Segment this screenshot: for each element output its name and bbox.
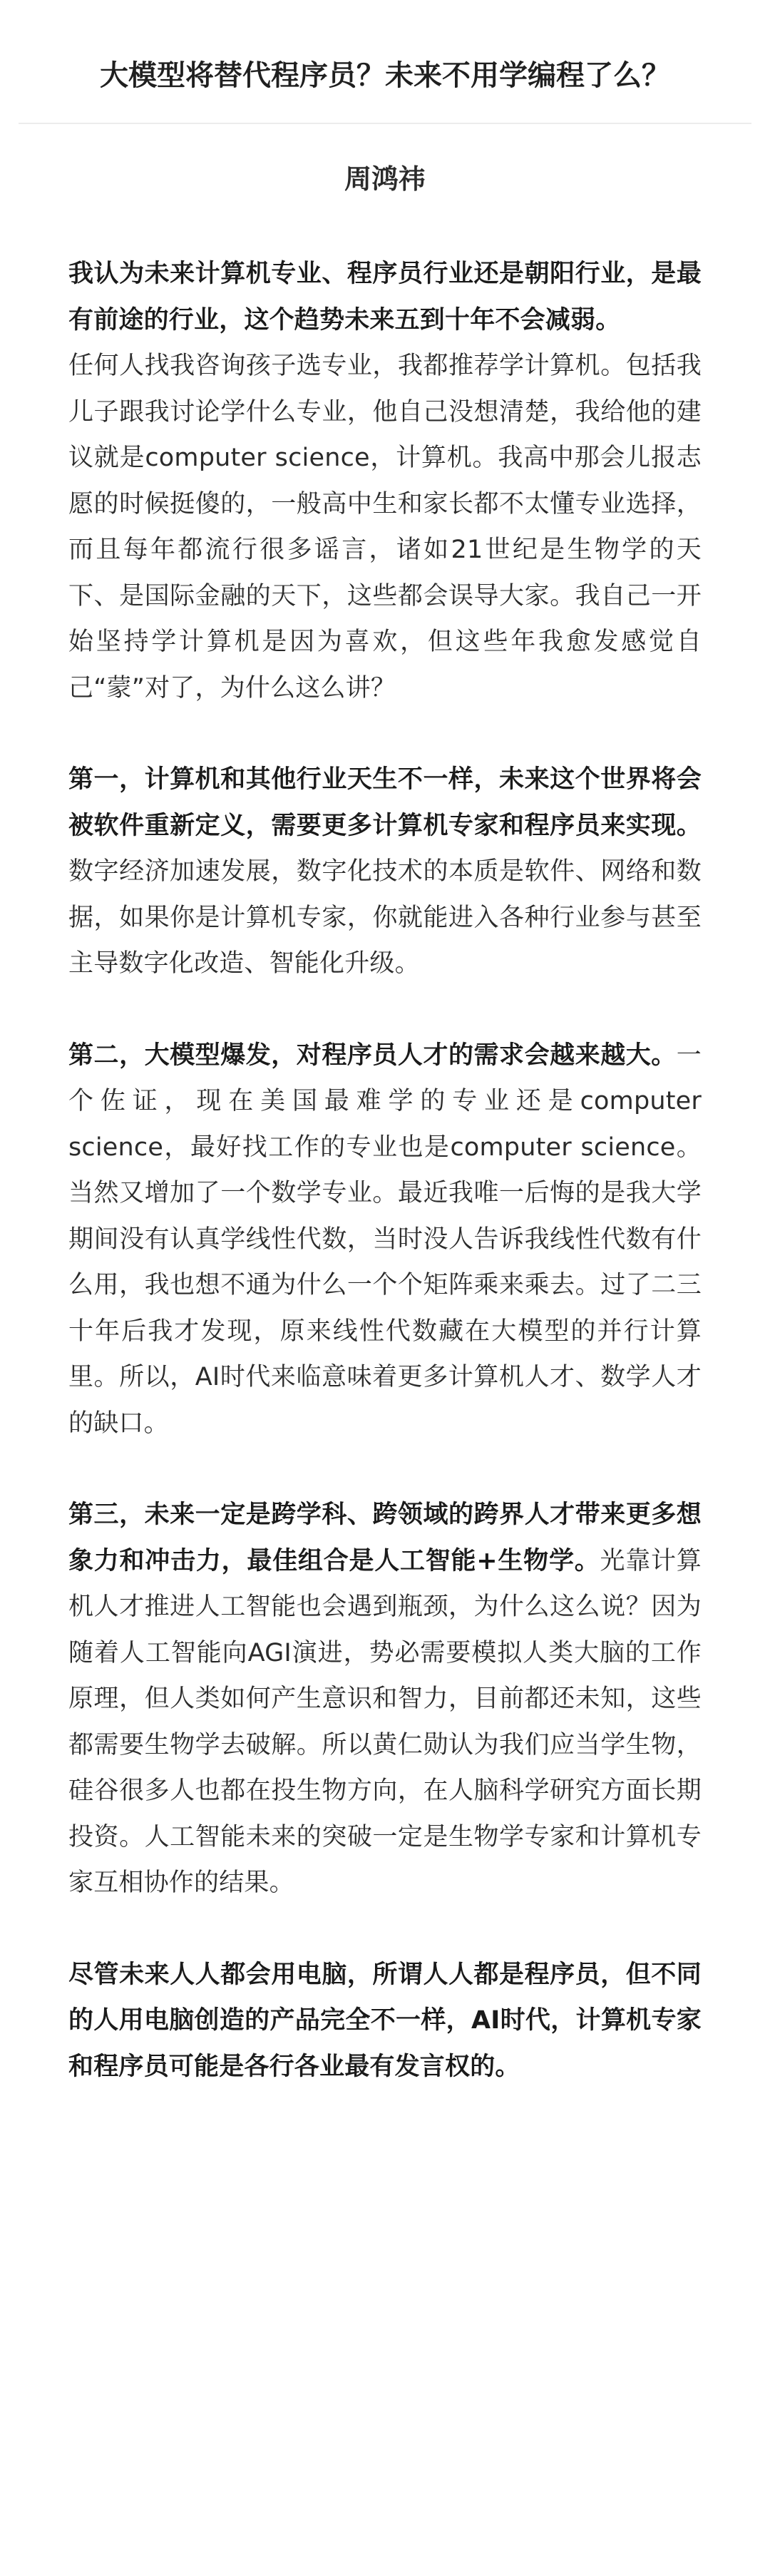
point-1-bold-text: 第一，计算机和其他行业天生不一样，未来这个世界将会被软件重新定义，需要更多计算机专家和程序员来实现。 — [68, 765, 702, 840]
article-body — [68, 251, 702, 2090]
article-title: 大模型将替代程序员？未来不用学编程了么？ — [100, 59, 670, 92]
article-author: 周鸿祎 — [344, 163, 426, 195]
intro-bold-text: 我认为未来计算机专业、程序员行业还是朝阳行业，是最有前途的行业，这个趋势未来五到十年不会减弱。 — [68, 260, 702, 334]
intro-paragraph — [68, 251, 702, 711]
conclusion-bold-text: 尽管未来人人都会用电脑，所谓人人都是程序员，但不同的人用电脑创造的产品完全不一样，AI时代，计算机专家和程序员可能是各行各业最有发言权的。 — [68, 1960, 702, 2081]
point-3-bold-text: 第三，未来一定是跨学科、跨领域的跨界人才带来更多想象力和冲击力，最佳组合是人工智能+生物学。 — [68, 1501, 702, 1575]
point-1-paragraph — [68, 757, 702, 987]
title-divider — [19, 123, 751, 124]
point-2-paragraph — [68, 1033, 702, 1447]
conclusion-paragraph — [68, 1952, 702, 2090]
point-2-text: 一个佐证，现在美国最难学的专业还是computer science，最好找工作的专业也是computer science。当然又增加了一个数学专业。最近我唯一后悔的是我大学期间没有认真学线性代数，当时没人告诉我线性代数有什么用，我也想不通为什么一个个矩阵乘来乘去。过了二三十年后我才发现，原来线性代数藏在大模型的并行计算里。所以，AI时代来临意味着更多计算机人才、数学人才的缺口。 — [68, 1041, 702, 1438]
point-3-text: 光靠计算机人才推进人工智能也会遇到瓶颈，为什么这么说？因为随着人工智能向AGI演进，势必需要模拟人类大脑的工作原理，但人类如何产生意识和智力，目前都还未知，这些都需要生物学去破解。所以黄仁勋认为我们应当学生物，硅谷很多人也都在投生物方向，在人脑科学研究方面长期投资。人工智能未来的突破一定是生物学专家和计算机专家互相协作的结果。 — [68, 1546, 702, 1897]
point-3-paragraph — [68, 1492, 702, 1906]
point-2-bold-text: 第二，大模型爆发，对程序员人才的需求会越来越大。 — [68, 1041, 677, 1070]
intro-text: 任何人找我咨询孩子选专业，我都推荐学计算机。包括我儿子跟我讨论学什么专业，他自己没想清楚，我给他的建议就是computer science，计算机。我高中那会儿报志愿的时候挺傻的，一般高中生和家长都不太懂专业选择，而且每年都流行很多谣言，诸如21世纪是生物学的天下、是国际金融的天下，这些都会误导大家。我自己一开始坚持学计算机是因为喜欢，但这些年我愈发感觉自己“蒙”对了，为什么这么讲？ — [68, 352, 702, 702]
point-1-text: 数字经济加速发展，数字化技术的本质是软件、网络和数据，如果你是计算机专家，你就能进入各种行业参与甚至主导数字化改造、智能化升级。 — [68, 857, 702, 978]
